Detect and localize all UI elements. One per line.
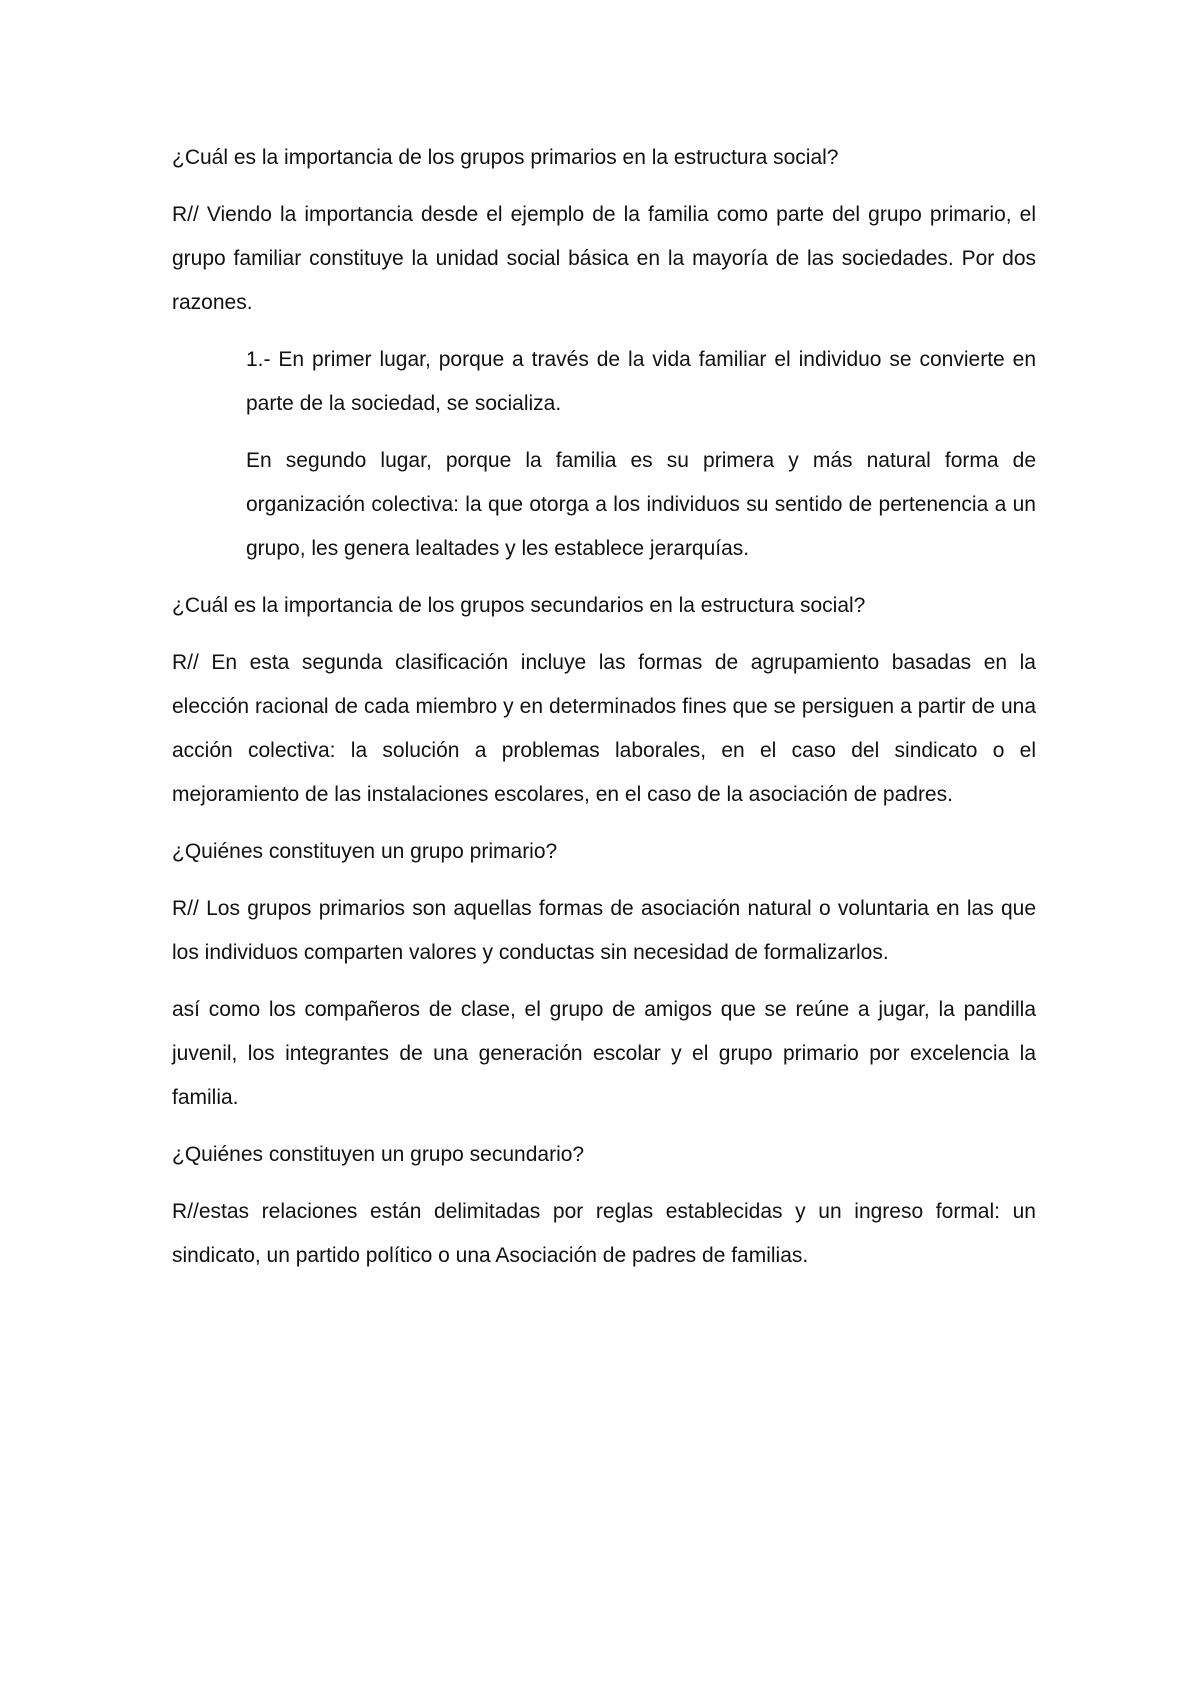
reason-second: En segundo lugar, porque la familia es su primera y más natural forma de organización colectiva: la que otorga a los individuos su sentido de pertenencia a un grupo, les genera lealtades y les establece jerarquías. [246,449,1036,560]
question-primary-members: ¿Quiénes constituyen un grupo primario? [172,840,558,863]
answer-secondary-importance: R// En esta segunda clasificación incluye las formas de agrupamiento basadas en la elección racional de cada miembro y en determinados fines que se persiguen a partir de una acción colectiva: la solución a problemas laborales, en el caso del sindicato o el mejoramiento de las instalaciones escolares, en el caso de la asociación de padres. [172,651,1036,806]
answer-primary-examples: así como los compañeros de clase, el grupo de amigos que se reúne a jugar, la pandilla juvenil, los integrantes de una generación escolar y el grupo primario por excelencia la familia. [172,998,1036,1109]
answer-primary-importance: R// Viendo la importancia desde el ejemplo de la familia como parte del grupo primario, el grupo familiar constituye la unidad social básica en la mayoría de las sociedades. Por dos razones. [172,203,1036,314]
question-secondary-members: ¿Quiénes constituyen un grupo secundario? [172,1143,585,1166]
document-page [172,136,1036,1291]
reason-first: 1.- En primer lugar, porque a través de la vida familiar el individuo se convierte en parte de la sociedad, se socializa. [246,348,1036,415]
question-secondary-importance: ¿Cuál es la importancia de los grupos secundarios en la estructura social? [172,594,866,617]
answer-secondary-members: R//estas relaciones están delimitadas por reglas establecidas y un ingreso formal: un sindicato, un partido político o una Asociación de padres de familias. [172,1200,1036,1267]
question-primary-importance: ¿Cuál es la importancia de los grupos primarios en la estructura social? [172,146,839,169]
answer-primary-members: R// Los grupos primarios son aquellas formas de asociación natural o voluntaria en las que los individuos comparten valores y conductas sin necesidad de formalizarlos. [172,897,1036,964]
